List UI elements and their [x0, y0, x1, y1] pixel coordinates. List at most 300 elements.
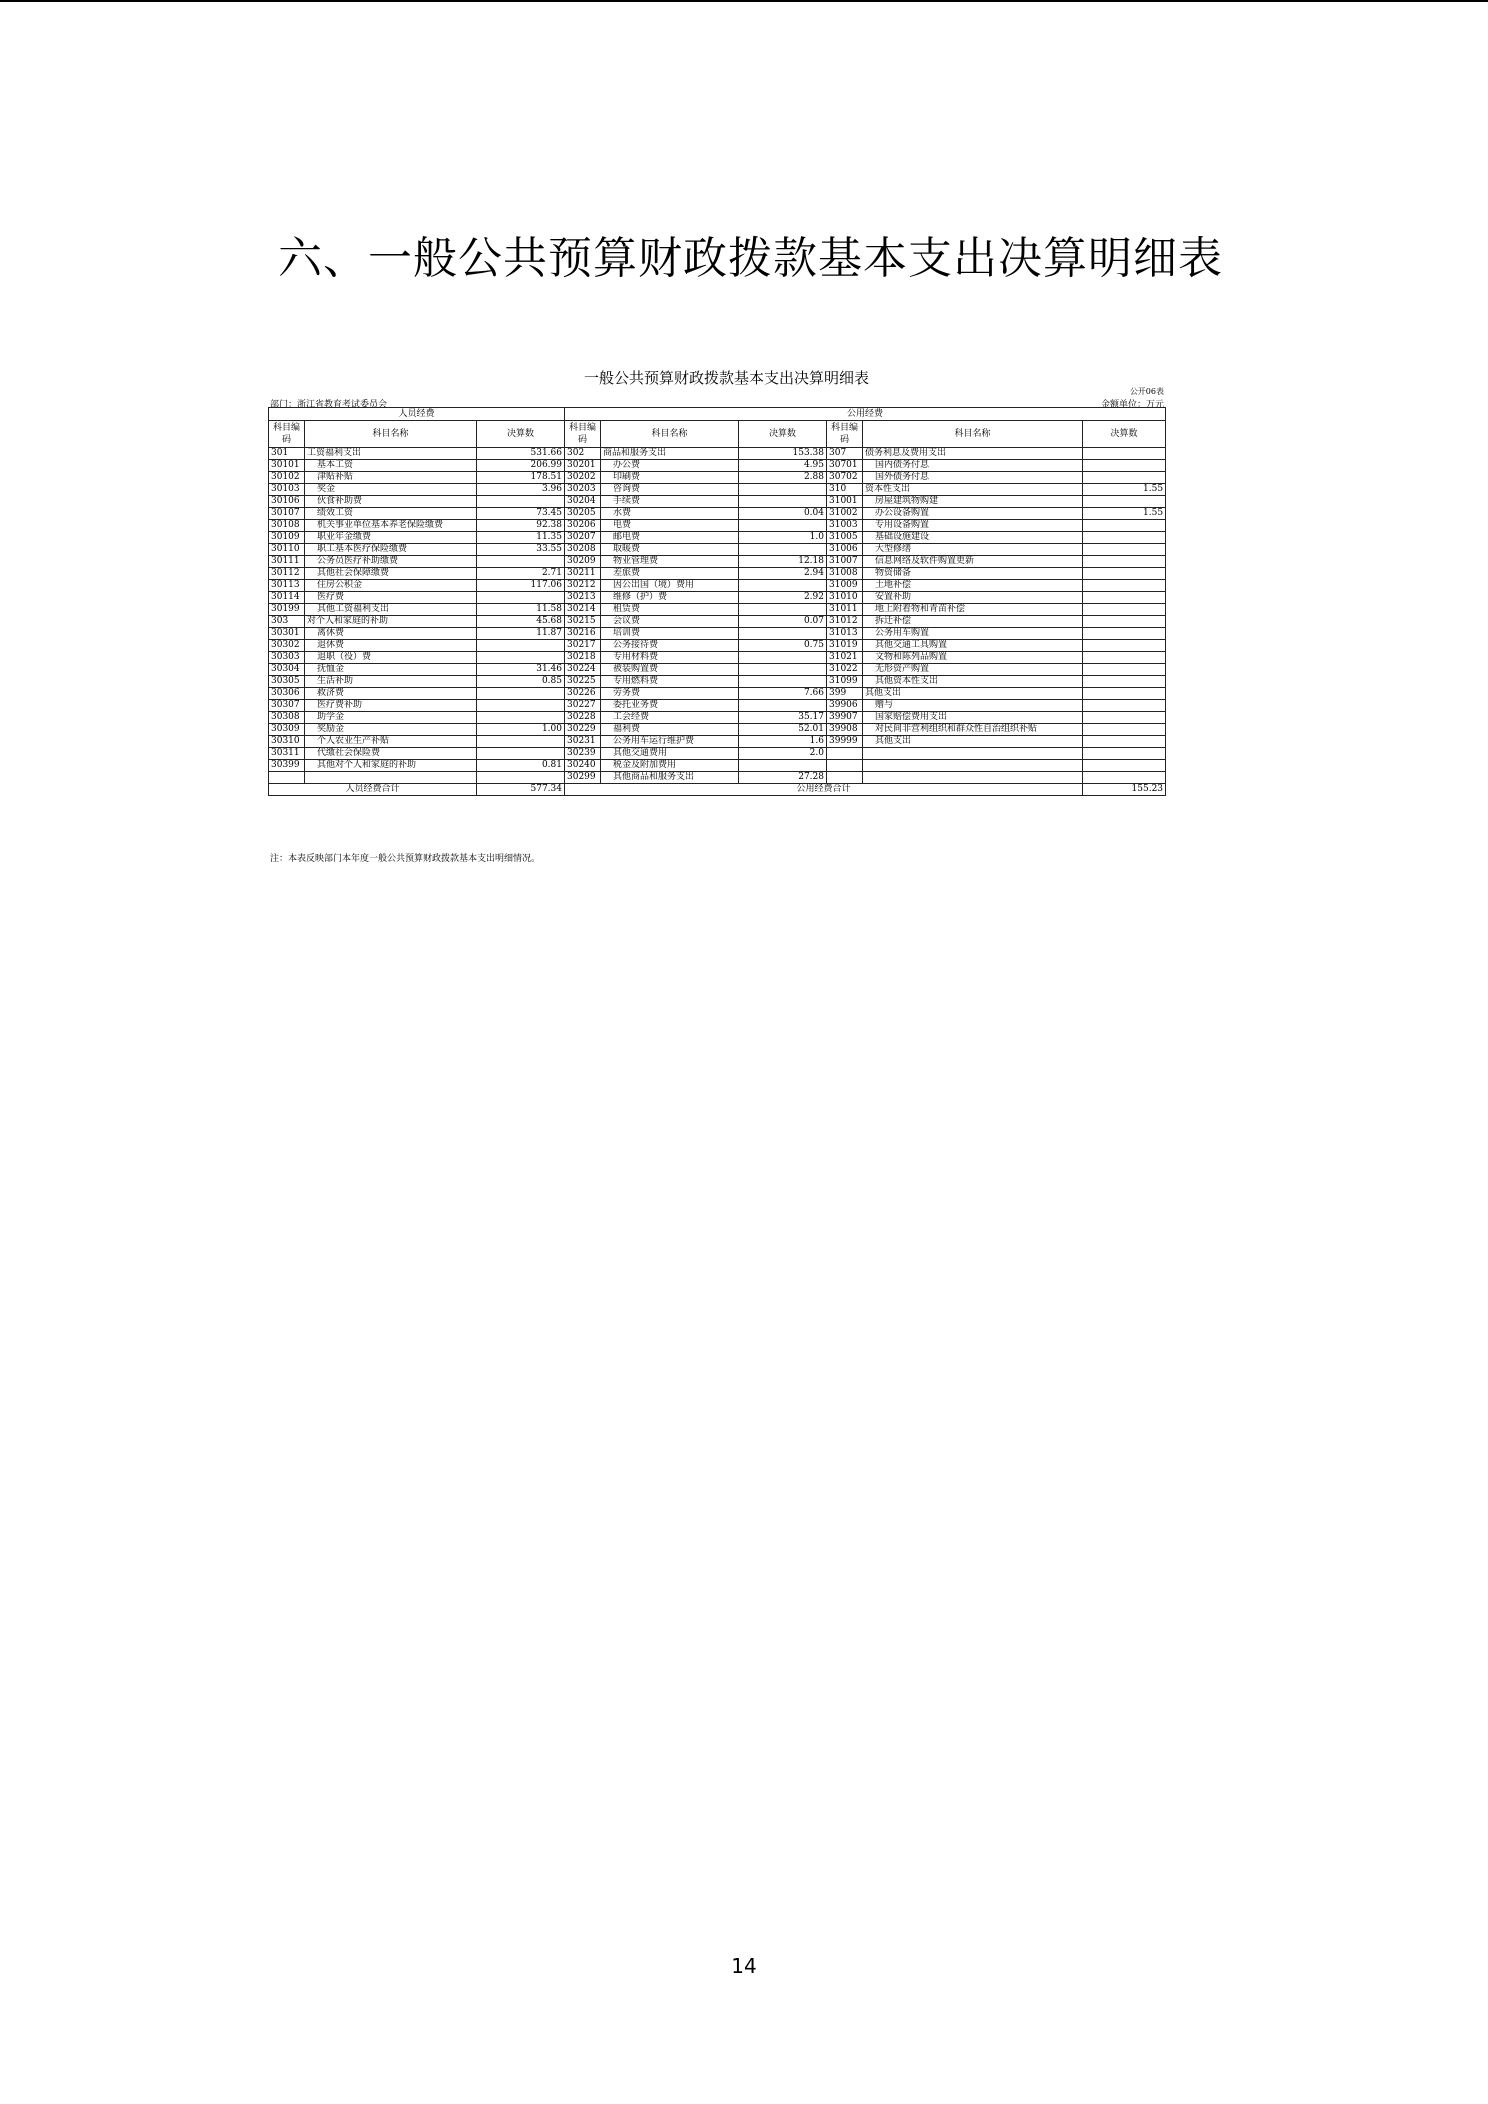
cell-amount: 117.06 [477, 580, 565, 592]
cell-code: 30701 [827, 460, 863, 472]
cell-name: 住房公积金 [305, 580, 477, 592]
cell-name: 文物和陈列品购置 [863, 652, 1083, 664]
cell-amount [1083, 580, 1166, 592]
cell-amount: 35.17 [739, 712, 827, 724]
col-amount: 决算数 [739, 421, 827, 448]
cell-code: 31019 [827, 640, 863, 652]
cell-amount [1083, 472, 1166, 484]
cell-code [827, 760, 863, 772]
table-row [269, 484, 1166, 496]
cell-amount [1083, 652, 1166, 664]
cell-amount [477, 556, 565, 568]
cell-name: 租赁费 [601, 604, 739, 616]
cell-name: 被装购置费 [601, 664, 739, 676]
cell-amount [1083, 712, 1166, 724]
cell-code: 39906 [827, 700, 863, 712]
table-title: 一般公共预算财政拨款基本支出决算明细表 [584, 369, 870, 387]
table-row [269, 520, 1166, 532]
cell-amount [1083, 736, 1166, 748]
cell-code: 30110 [269, 544, 305, 556]
cell-code: 30302 [269, 640, 305, 652]
department-label: 部门：浙江省教育考试委员会 [270, 400, 388, 410]
cell-amount [1083, 556, 1166, 568]
table-row [269, 544, 1166, 556]
table-row [269, 700, 1166, 712]
cell-name: 拆迁补偿 [863, 616, 1083, 628]
cell-name: 国内债务付息 [863, 460, 1083, 472]
cell-amount: 153.38 [739, 448, 827, 460]
column-header-row [269, 421, 1166, 448]
table-row [269, 748, 1166, 760]
cell-amount [1083, 628, 1166, 640]
cell-name: 退职（役）费 [305, 652, 477, 664]
cell-amount [1083, 772, 1166, 784]
cell-code: 30101 [269, 460, 305, 472]
cell-amount [739, 520, 827, 532]
cell-name: 津贴补贴 [305, 472, 477, 484]
cell-code: 30310 [269, 736, 305, 748]
cell-code: 30305 [269, 676, 305, 688]
cell-name [863, 748, 1083, 760]
cell-name: 其他交通工具购置 [863, 640, 1083, 652]
cell-name: 邮电费 [601, 532, 739, 544]
cell-amount [1083, 544, 1166, 556]
cell-name: 债务利息及费用支出 [863, 448, 1083, 460]
table-row [269, 568, 1166, 580]
cell-name: 其他资本性支出 [863, 676, 1083, 688]
table-row [269, 736, 1166, 748]
cell-name: 赠与 [863, 700, 1083, 712]
cell-code: 30239 [565, 748, 601, 760]
cell-name: 工会经费 [601, 712, 739, 724]
cell-amount: 1.55 [1083, 508, 1166, 520]
cell-name: 基本工资 [305, 460, 477, 472]
cell-code: 31009 [827, 580, 863, 592]
public-header: 公用经费 [565, 408, 1166, 421]
cell-amount: 0.75 [739, 640, 827, 652]
cell-amount [1083, 700, 1166, 712]
cell-name: 维修（护）费 [601, 592, 739, 604]
cell-name: 差旅费 [601, 568, 739, 580]
cell-name: 伙食补助费 [305, 496, 477, 508]
cell-name: 物业管理费 [601, 556, 739, 568]
cell-code: 30224 [565, 664, 601, 676]
cell-amount: 2.92 [739, 592, 827, 604]
table-row [269, 760, 1166, 772]
cell-code: 30231 [565, 736, 601, 748]
cell-name: 咨询费 [601, 484, 739, 496]
col-code: 科目编码 [269, 421, 305, 448]
cell-code: 30111 [269, 556, 305, 568]
cell-code: 31022 [827, 664, 863, 676]
cell-amount [739, 676, 827, 688]
cell-code: 30229 [565, 724, 601, 736]
cell-name: 公务员医疗补助缴费 [305, 556, 477, 568]
cell-amount [1083, 532, 1166, 544]
cell-amount: 11.58 [477, 604, 565, 616]
cell-code: 30212 [565, 580, 601, 592]
cell-name: 助学金 [305, 712, 477, 724]
table-row [269, 628, 1166, 640]
cell-code: 30240 [565, 760, 601, 772]
cell-amount [739, 580, 827, 592]
cell-name: 生活补助 [305, 676, 477, 688]
cell-amount [1083, 496, 1166, 508]
cell-name: 因公出国（境）费用 [601, 580, 739, 592]
cell-code: 31005 [827, 532, 863, 544]
cell-name: 培训费 [601, 628, 739, 640]
cell-name [863, 760, 1083, 772]
cell-amount: 31.46 [477, 664, 565, 676]
cell-code: 30306 [269, 688, 305, 700]
cell-code: 30216 [565, 628, 601, 640]
cell-name: 绩效工资 [305, 508, 477, 520]
cell-amount: 33.55 [477, 544, 565, 556]
cell-amount: 3.96 [477, 484, 565, 496]
cell-code: 30218 [565, 652, 601, 664]
cell-code: 39999 [827, 736, 863, 748]
cell-name: 抚恤金 [305, 664, 477, 676]
cell-name: 奖励金 [305, 724, 477, 736]
cell-amount [739, 628, 827, 640]
cell-amount: 4.95 [739, 460, 827, 472]
cell-name: 工资福利支出 [305, 448, 477, 460]
table-row [269, 580, 1166, 592]
table-row [269, 532, 1166, 544]
cell-amount: 1.0 [739, 532, 827, 544]
cell-code: 30199 [269, 604, 305, 616]
cell-amount [477, 496, 565, 508]
cell-name: 电费 [601, 520, 739, 532]
col-code: 科目编码 [827, 421, 863, 448]
cell-code: 30399 [269, 760, 305, 772]
cell-name: 基础设施建设 [863, 532, 1083, 544]
col-code: 科目编码 [565, 421, 601, 448]
cell-name: 其他工资福利支出 [305, 604, 477, 616]
cell-amount [1083, 520, 1166, 532]
cell-name: 会议费 [601, 616, 739, 628]
cell-name: 奖金 [305, 484, 477, 496]
cell-amount: 52.01 [739, 724, 827, 736]
cell-amount [739, 664, 827, 676]
cell-code: 30113 [269, 580, 305, 592]
cell-name: 福利费 [601, 724, 739, 736]
cell-name: 其他交通费用 [601, 748, 739, 760]
table-row [269, 592, 1166, 604]
cell-amount [1083, 760, 1166, 772]
cell-code: 30114 [269, 592, 305, 604]
cell-name: 医疗费补助 [305, 700, 477, 712]
cell-name: 职业年金缴费 [305, 532, 477, 544]
cell-name: 物资储备 [863, 568, 1083, 580]
cell-name: 水费 [601, 508, 739, 520]
table-row [269, 604, 1166, 616]
cell-amount: 0.04 [739, 508, 827, 520]
cell-code: 31001 [827, 496, 863, 508]
cell-amount: 0.85 [477, 676, 565, 688]
cell-code: 31013 [827, 628, 863, 640]
cell-name: 其他商品和服务支出 [601, 772, 739, 784]
cell-code: 303 [269, 616, 305, 628]
cell-name: 无形资产购置 [863, 664, 1083, 676]
cell-code: 30106 [269, 496, 305, 508]
cell-amount: 45.68 [477, 616, 565, 628]
cell-name: 退休费 [305, 640, 477, 652]
cell-amount [477, 700, 565, 712]
cell-amount [477, 640, 565, 652]
cell-name: 其他支出 [863, 688, 1083, 700]
public-total-label: 公用经费合计 [565, 784, 1083, 796]
cell-amount [1083, 676, 1166, 688]
table-row [269, 676, 1166, 688]
cell-name: 其他对个人和家庭的补助 [305, 760, 477, 772]
cell-amount [477, 712, 565, 724]
cell-amount [477, 592, 565, 604]
table-row [269, 724, 1166, 736]
cell-code: 30201 [565, 460, 601, 472]
cell-amount [1083, 460, 1166, 472]
cell-code: 30226 [565, 688, 601, 700]
cell-name: 救济费 [305, 688, 477, 700]
cell-name: 其他支出 [863, 736, 1083, 748]
cell-code: 30301 [269, 628, 305, 640]
cell-code: 30215 [565, 616, 601, 628]
cell-name: 办公设备购置 [863, 508, 1083, 520]
table-note: 注：本表反映部门本年度一般公共预算财政拨款基本支出明细情况。 [270, 854, 541, 864]
cell-name: 大型修缮 [863, 544, 1083, 556]
top-border-line [0, 0, 1488, 2]
cell-code: 399 [827, 688, 863, 700]
cell-name: 医疗费 [305, 592, 477, 604]
cell-name: 取暖费 [601, 544, 739, 556]
page-heading: 六、一般公共预算财政拨款基本支出决算明细表 [278, 233, 1223, 284]
cell-code: 302 [565, 448, 601, 460]
cell-code: 30103 [269, 484, 305, 496]
cell-code: 30228 [565, 712, 601, 724]
table-row [269, 496, 1166, 508]
cell-code: 31006 [827, 544, 863, 556]
table-row [269, 556, 1166, 568]
cell-code: 30308 [269, 712, 305, 724]
cell-amount [739, 604, 827, 616]
cell-amount: 206.99 [477, 460, 565, 472]
table-row [269, 508, 1166, 520]
cell-code: 30209 [565, 556, 601, 568]
cell-amount [739, 496, 827, 508]
cell-amount [739, 652, 827, 664]
cell-code: 30214 [565, 604, 601, 616]
cell-name: 房屋建筑物购建 [863, 496, 1083, 508]
cell-amount: 1.6 [739, 736, 827, 748]
cell-amount: 7.66 [739, 688, 827, 700]
cell-amount [477, 748, 565, 760]
cell-code: 30227 [565, 700, 601, 712]
page-number: 14 [731, 1954, 757, 1978]
cell-name [305, 772, 477, 784]
cell-code: 30205 [565, 508, 601, 520]
cell-code: 31003 [827, 520, 863, 532]
cell-code: 30307 [269, 700, 305, 712]
cell-code: 30311 [269, 748, 305, 760]
cell-amount: 2.94 [739, 568, 827, 580]
cell-name: 专用设备购置 [863, 520, 1083, 532]
cell-amount: 12.18 [739, 556, 827, 568]
cell-name: 印刷费 [601, 472, 739, 484]
cell-code: 310 [827, 484, 863, 496]
cell-code: 30203 [565, 484, 601, 496]
cell-code [827, 748, 863, 760]
cell-code: 31011 [827, 604, 863, 616]
public-total-value: 155.23 [1083, 784, 1166, 796]
table-row [269, 472, 1166, 484]
cell-name: 专用材料费 [601, 652, 739, 664]
cell-name: 离休费 [305, 628, 477, 640]
cell-amount [739, 544, 827, 556]
cell-code: 31021 [827, 652, 863, 664]
cell-code: 30211 [565, 568, 601, 580]
unit-label: 金额单位：万元 [1100, 400, 1164, 410]
cell-code: 30204 [565, 496, 601, 508]
col-amount: 决算数 [477, 421, 565, 448]
cell-code: 30213 [565, 592, 601, 604]
cell-name: 办公费 [601, 460, 739, 472]
cell-amount: 27.28 [739, 772, 827, 784]
cell-amount: 178.51 [477, 472, 565, 484]
cell-amount [739, 760, 827, 772]
cell-code: 31012 [827, 616, 863, 628]
table-row [269, 688, 1166, 700]
cell-amount [477, 688, 565, 700]
cell-name: 资本性支出 [863, 484, 1083, 496]
table-row [269, 616, 1166, 628]
table-row [269, 652, 1166, 664]
cell-code: 30206 [565, 520, 601, 532]
col-name: 科目名称 [601, 421, 739, 448]
cell-code: 30112 [269, 568, 305, 580]
cell-code: 30702 [827, 472, 863, 484]
cell-name: 商品和服务支出 [601, 448, 739, 460]
cell-name: 职工基本医疗保险缴费 [305, 544, 477, 556]
cell-amount [1083, 616, 1166, 628]
cell-amount: 73.45 [477, 508, 565, 520]
personnel-header: 人员经费 [269, 408, 565, 421]
cell-code [827, 772, 863, 784]
cell-amount: 11.87 [477, 628, 565, 640]
cell-amount [1083, 724, 1166, 736]
col-name: 科目名称 [863, 421, 1083, 448]
cell-name: 其他社会保障缴费 [305, 568, 477, 580]
cell-amount: 1.00 [477, 724, 565, 736]
cell-amount [1083, 640, 1166, 652]
cell-code: 31099 [827, 676, 863, 688]
cell-code: 31002 [827, 508, 863, 520]
cell-amount: 1.55 [1083, 484, 1166, 496]
cell-code: 30304 [269, 664, 305, 676]
cell-name: 专用燃料费 [601, 676, 739, 688]
cell-amount [477, 652, 565, 664]
cell-code: 30102 [269, 472, 305, 484]
cell-code [269, 772, 305, 784]
cell-name: 国家赔偿费用支出 [863, 712, 1083, 724]
cell-amount: 92.38 [477, 520, 565, 532]
cell-name: 手续费 [601, 496, 739, 508]
cell-amount [1083, 664, 1166, 676]
cell-amount: 0.81 [477, 760, 565, 772]
cell-code: 30109 [269, 532, 305, 544]
expenditure-table [268, 407, 1166, 796]
cell-name: 信息网络及软件购置更新 [863, 556, 1083, 568]
cell-amount [739, 484, 827, 496]
col-name: 科目名称 [305, 421, 477, 448]
cell-amount [1083, 688, 1166, 700]
cell-amount [1083, 748, 1166, 760]
group-header-row [269, 408, 1166, 421]
totals-row [269, 784, 1166, 796]
cell-name: 委托业务费 [601, 700, 739, 712]
table-row [269, 448, 1166, 460]
cell-amount: 2.88 [739, 472, 827, 484]
cell-amount: 0.07 [739, 616, 827, 628]
cell-name: 公务用车运行维护费 [601, 736, 739, 748]
cell-code: 30299 [565, 772, 601, 784]
cell-name: 机关事业单位基本养老保险缴费 [305, 520, 477, 532]
cell-amount [739, 700, 827, 712]
cell-code: 30208 [565, 544, 601, 556]
cell-name: 税金及附加费用 [601, 760, 739, 772]
cell-name: 国外债务付息 [863, 472, 1083, 484]
cell-code: 31007 [827, 556, 863, 568]
cell-amount: 11.35 [477, 532, 565, 544]
table-row [269, 664, 1166, 676]
cell-name [863, 772, 1083, 784]
cell-name: 劳务费 [601, 688, 739, 700]
cell-code: 31010 [827, 592, 863, 604]
table-row [269, 460, 1166, 472]
cell-code: 30107 [269, 508, 305, 520]
cell-code: 30303 [269, 652, 305, 664]
form-number: 公开06表 [1129, 387, 1164, 396]
cell-name: 土地补偿 [863, 580, 1083, 592]
table-row [269, 712, 1166, 724]
cell-name: 公务用车购置 [863, 628, 1083, 640]
table-row [269, 640, 1166, 652]
cell-name: 对民间非营利组织和群众性自治组织补贴 [863, 724, 1083, 736]
cell-code: 39907 [827, 712, 863, 724]
cell-amount: 2.0 [739, 748, 827, 760]
cell-name: 个人农业生产补贴 [305, 736, 477, 748]
cell-code: 30202 [565, 472, 601, 484]
personnel-total-value: 577.34 [477, 784, 565, 796]
cell-code: 31008 [827, 568, 863, 580]
cell-code: 30108 [269, 520, 305, 532]
cell-amount [1083, 448, 1166, 460]
cell-code: 30309 [269, 724, 305, 736]
cell-name: 对个人和家庭的补助 [305, 616, 477, 628]
cell-code: 39908 [827, 724, 863, 736]
cell-amount [1083, 592, 1166, 604]
cell-name: 公务接待费 [601, 640, 739, 652]
cell-name: 代缴社会保险费 [305, 748, 477, 760]
cell-amount [477, 736, 565, 748]
cell-code: 301 [269, 448, 305, 460]
col-amount: 决算数 [1083, 421, 1166, 448]
cell-amount: 531.66 [477, 448, 565, 460]
cell-amount [1083, 568, 1166, 580]
cell-amount [477, 772, 565, 784]
cell-code: 30217 [565, 640, 601, 652]
cell-code: 30207 [565, 532, 601, 544]
cell-amount [1083, 604, 1166, 616]
